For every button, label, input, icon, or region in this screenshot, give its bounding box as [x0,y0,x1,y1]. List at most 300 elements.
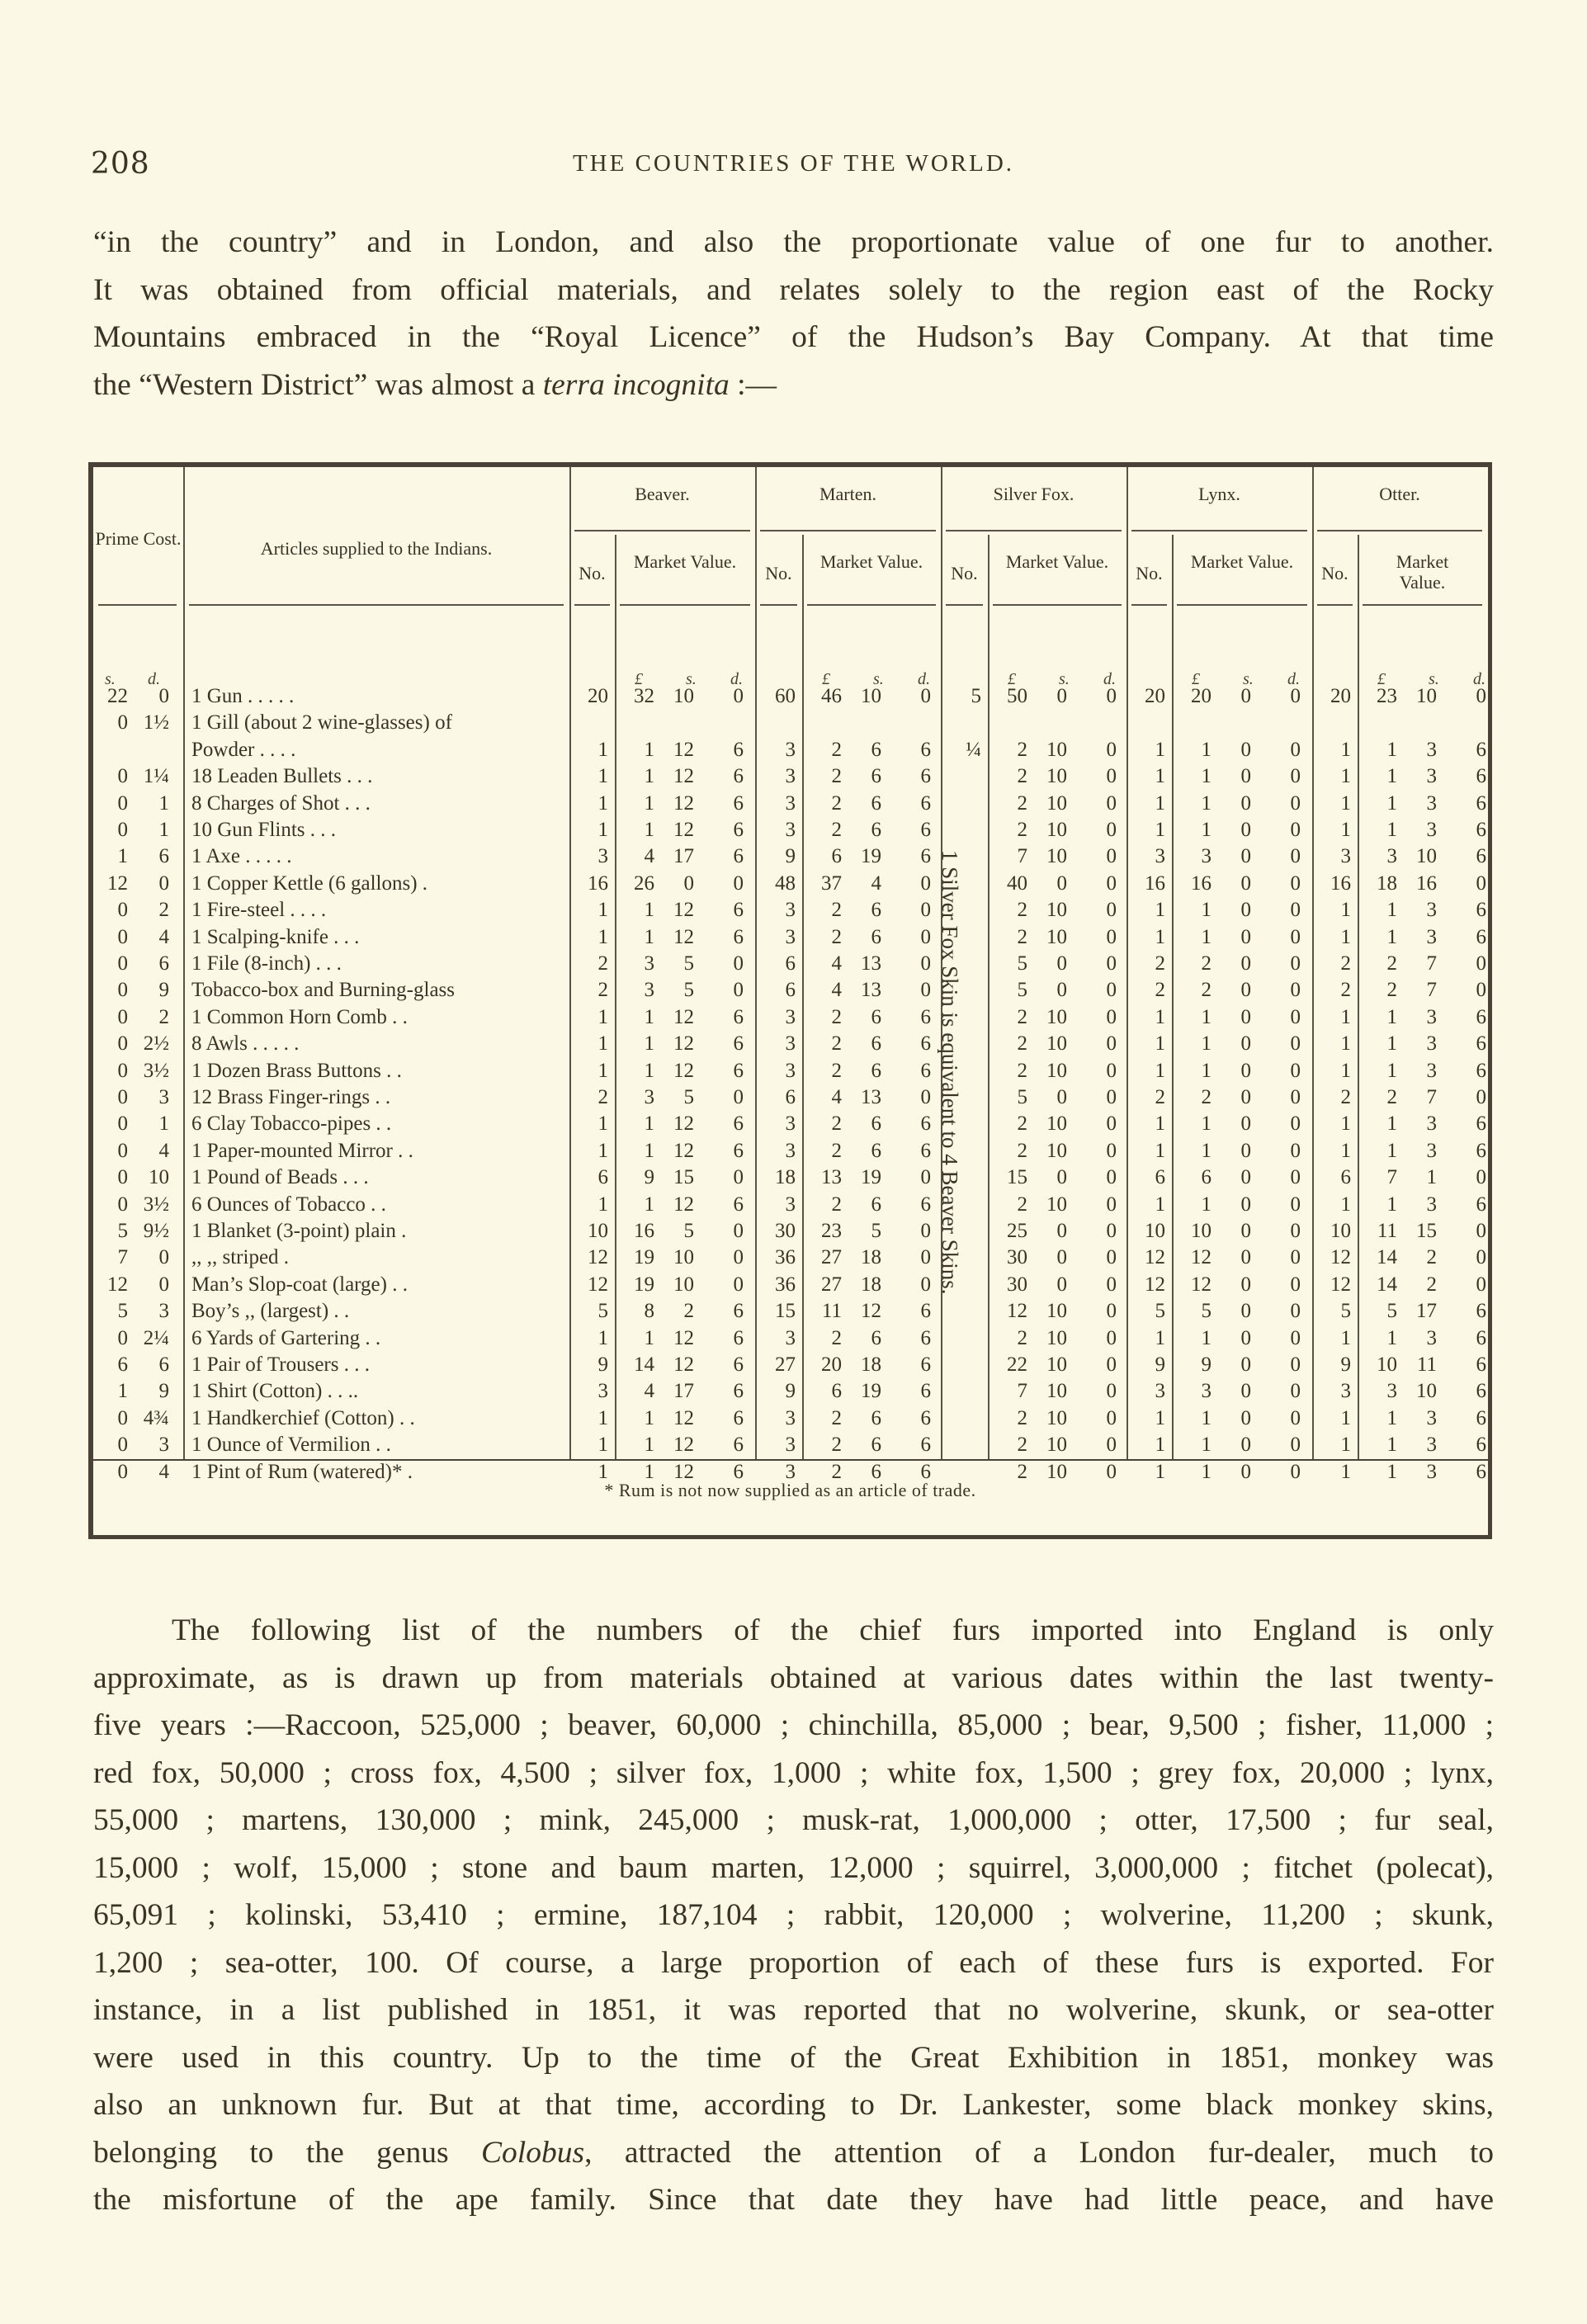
lynx-shillings: 0 [1240,1059,1251,1082]
silver-fox-pence: 0 [1106,765,1117,788]
silver-fox-pounds: 2 [1017,819,1027,841]
prime-cost-pence: 1½ [143,711,169,735]
beaver-pounds: 1 [644,1139,654,1162]
otter-pence: 6 [1476,1300,1486,1323]
marten-number: 60 [775,685,796,707]
prime-cost-shillings: 5 [117,1220,128,1242]
otter-pounds: 7 [1386,1166,1397,1189]
otter-pence: 6 [1476,791,1486,815]
lynx-shillings: 0 [1240,872,1251,895]
beaver-pence: 6 [733,765,744,788]
silver-fox-pounds: 2 [1017,738,1027,761]
lynx-shillings: 0 [1240,1406,1251,1429]
beaver-pounds: 3 [644,979,654,1002]
otter-pence: 6 [1476,1380,1486,1403]
lynx-number: 2 [1155,979,1165,1002]
prime-cost-shillings: 0 [117,1434,128,1457]
otter-shillings: 7 [1426,979,1437,1002]
otter-shillings: 2 [1426,1273,1437,1296]
beaver-number: 5 [597,1300,608,1323]
silver-fox-shillings: 10 [1046,1460,1067,1483]
lynx-pence: 0 [1290,1406,1301,1429]
lynx-pounds: 3 [1201,845,1212,868]
beaver-shillings: 12 [673,925,694,948]
lynx-pounds: 6 [1201,1166,1212,1189]
marten-shillings: 4 [871,872,881,895]
otter-shillings: 3 [1426,899,1437,922]
prime-cost-pence: 3 [158,1086,169,1108]
beaver-pence: 0 [733,1220,744,1242]
beaver-shillings: 17 [673,845,694,868]
beaver-pounds: 4 [644,845,654,868]
marten-shillings: 6 [871,738,881,761]
otter-pounds: 1 [1386,738,1397,761]
otter-pounds: 1 [1386,819,1397,841]
beaver-shillings: 12 [673,765,694,788]
beaver-pence: 6 [733,1406,744,1429]
prime-cost-shillings: 0 [117,765,128,788]
otter-number: 1 [1340,1434,1351,1457]
otter-number: 2 [1340,952,1351,975]
prime-cost-shillings: 0 [117,925,128,948]
unit-label: £ [822,670,830,688]
silver-fox-pounds: 2 [1017,1406,1027,1429]
beaver-number: 2 [597,952,608,975]
marten-pounds: 4 [831,979,842,1002]
beaver-number: 2 [597,1086,608,1108]
unit-label: s. [686,670,697,688]
marten-number: 30 [775,1220,796,1242]
lynx-number: 1 [1155,925,1165,948]
header-rule [1131,604,1167,606]
otter-pence: 6 [1476,925,1486,948]
lynx-pence: 0 [1290,1246,1301,1269]
marten-shillings: 13 [861,979,881,1002]
beaver-number: 1 [597,738,608,761]
sub-header-market-value: Market Value. [1005,551,1109,572]
marten-pence: 6 [920,738,931,761]
beaver-pence: 6 [733,1032,744,1056]
beaver-number: 1 [597,1193,608,1216]
text-line: approximate, as is drawn up from materials obtained at various dates within the last twenty- [93,1660,1494,1695]
lynx-number: 1 [1155,1460,1165,1483]
prime-cost-pence: 3½ [143,1193,169,1216]
beaver-pounds: 1 [644,1032,654,1056]
beaver-number: 6 [597,1166,608,1189]
prime-cost-pence: 4¾ [143,1406,169,1429]
marten-number: 6 [785,952,796,975]
article-name: 8 Awls . . . . . [191,1032,300,1056]
prime-cost-shillings: 0 [117,819,128,841]
silver-fox-pounds: 2 [1017,1112,1027,1136]
marten-shillings: 6 [871,1193,881,1216]
marten-number: 9 [785,845,796,868]
silver-fox-shillings: 0 [1056,1273,1067,1296]
lynx-pounds: 1 [1201,1032,1212,1056]
otter-shillings: 3 [1426,1326,1437,1349]
unit-label: s. [1243,670,1254,688]
silver-fox-pounds: 5 [1017,1086,1027,1108]
marten-shillings: 6 [871,1112,881,1136]
marten-number: 3 [785,1326,796,1349]
text-line: “in the country” and in London, and also the proportionate value of one fur to another. [93,225,1494,259]
prime-cost-shillings: 0 [117,899,128,922]
beaver-shillings: 10 [673,1246,694,1269]
otter-pounds: 1 [1386,1059,1397,1082]
marten-number: 3 [785,1032,796,1056]
lynx-pence: 0 [1290,1032,1301,1056]
silver-fox-shillings: 0 [1056,685,1067,707]
lynx-pence: 0 [1290,1326,1301,1349]
lynx-pence: 0 [1290,1112,1301,1136]
otter-shillings: 10 [1416,845,1437,868]
beaver-pence: 6 [733,845,744,868]
sub-header-number: No. [579,563,606,583]
silver-fox-pounds: 2 [1017,1460,1027,1483]
lynx-shillings: 0 [1240,1353,1251,1376]
fur-exchange-table [88,462,1492,1539]
silver-fox-pounds: 2 [1017,1032,1027,1056]
beaver-pence: 0 [733,952,744,975]
silver-fox-pence: 0 [1106,899,1117,922]
otter-shillings: 3 [1426,819,1437,841]
beaver-number: 3 [597,1380,608,1403]
marten-shillings: 6 [871,899,881,922]
beaver-pence: 6 [733,899,744,922]
lynx-pounds: 20 [1191,685,1212,707]
prime-cost-pence: 9½ [143,1220,169,1242]
marten-number: 3 [785,1112,796,1136]
otter-shillings: 3 [1426,791,1437,815]
marten-pence: 0 [920,899,931,922]
marten-pounds: 13 [821,1166,842,1189]
beaver-pence: 6 [733,925,744,948]
marten-pence: 0 [920,1246,931,1269]
lynx-pounds: 12 [1191,1273,1212,1296]
beaver-number: 1 [597,791,608,815]
silver-fox-equivalence-note [938,850,962,1295]
prime-cost-shillings: 1 [117,1380,128,1403]
beaver-number: 1 [597,1406,608,1429]
unit-label: £ [635,670,643,688]
marten-shillings: 6 [871,1059,881,1082]
running-head: THE COUNTRIES OF THE WORLD. [572,150,1015,177]
marten-pence: 6 [920,1059,931,1082]
marten-pounds: 2 [831,819,842,841]
beaver-shillings: 12 [673,1059,694,1082]
lynx-shillings: 0 [1240,1139,1251,1162]
article-name: 1 Dozen Brass Buttons . . [191,1059,402,1082]
otter-number: 1 [1340,1193,1351,1216]
silver-fox-pence: 0 [1106,1406,1117,1429]
beaver-number: 1 [597,819,608,841]
silver-fox-pounds: 5 [1017,952,1027,975]
beaver-number: 12 [588,1273,608,1296]
silver-fox-pence: 0 [1106,738,1117,761]
silver-fox-shillings: 10 [1046,1300,1067,1323]
beaver-number: 1 [597,1005,608,1028]
silver-fox-shillings: 10 [1046,1005,1067,1028]
lynx-number: 1 [1155,1434,1165,1457]
lynx-pence: 0 [1290,899,1301,922]
silver-fox-pounds: 7 [1017,1380,1027,1403]
silver-fox-shillings: 10 [1046,845,1067,868]
lynx-shillings: 0 [1240,765,1251,788]
beaver-pence: 0 [733,872,744,895]
beaver-shillings: 0 [683,872,694,895]
lynx-pounds: 1 [1201,791,1212,815]
marten-pence: 6 [920,1434,931,1457]
silver-fox-shillings: 10 [1046,819,1067,841]
lynx-number: 1 [1155,791,1165,815]
header-rule [1177,604,1307,606]
text-line: red fox, 50,000 ; cross fox, 4,500 ; silver fox, 1,000 ; white fox, 1,500 ; grey fox, 20,000 ; lynx, [93,1755,1494,1790]
otter-number: 3 [1340,1380,1351,1403]
otter-number: 12 [1330,1246,1351,1269]
marten-number: 18 [775,1166,796,1189]
text-fragment: belonging to the genus [93,2135,482,2170]
prime-cost-pence: 1 [158,1112,169,1136]
otter-pounds: 1 [1386,1139,1397,1162]
lynx-pence: 0 [1290,765,1301,788]
otter-pounds: 1 [1386,765,1397,788]
beaver-shillings: 12 [673,1326,694,1349]
beaver-pounds: 1 [644,1005,654,1028]
marten-pounds: 2 [831,738,842,761]
marten-shillings: 10 [861,685,881,707]
marten-shillings: 6 [871,925,881,948]
otter-number: 3 [1340,845,1351,868]
silver-fox-pence: 0 [1106,1220,1117,1242]
lynx-pounds: 1 [1201,925,1212,948]
beaver-pounds: 1 [644,1193,654,1216]
prime-cost-shillings: 0 [117,1032,128,1056]
otter-pence: 6 [1476,1406,1486,1429]
silver-fox-shillings: 10 [1046,1380,1067,1403]
otter-pounds: 2 [1386,1086,1397,1108]
otter-pounds: 23 [1377,685,1397,707]
article-name: 1 Ounce of Vermilion . . [191,1434,391,1457]
prime-cost-shillings: 0 [117,711,128,735]
beaver-number: 1 [597,1032,608,1056]
marten-pence: 6 [920,765,931,788]
prime-cost-shillings: 0 [117,1460,128,1483]
prime-cost-pence: 3½ [143,1059,169,1082]
silver-fox-pounds: 2 [1017,791,1027,815]
table-border-top [88,462,1492,467]
silver-fox-number: ¼ [966,738,981,761]
otter-shillings: 3 [1426,1406,1437,1429]
lynx-shillings: 0 [1240,899,1251,922]
beaver-number: 1 [597,1139,608,1162]
prime-cost-shillings: 0 [117,1139,128,1162]
article-name: 1 Gun . . . . . [191,685,295,707]
lynx-pounds: 1 [1201,1059,1212,1082]
beaver-pounds: 19 [634,1246,654,1269]
otter-shillings: 3 [1426,1434,1437,1457]
lynx-pounds: 1 [1201,738,1212,761]
lynx-pence: 0 [1290,1139,1301,1162]
lynx-shillings: 0 [1240,819,1251,841]
beaver-shillings: 12 [673,1112,694,1136]
text-line: The following list of the numbers of the chief furs imported into England is only [172,1613,1494,1647]
unit-label: d. [1103,670,1116,688]
silver-fox-pence: 0 [1106,1380,1117,1403]
marten-shillings: 19 [861,1166,881,1189]
marten-pounds: 2 [831,1406,842,1429]
otter-number: 9 [1340,1353,1351,1376]
prime-cost-shillings: 0 [117,1406,128,1429]
silver-fox-pounds: 22 [1007,1353,1027,1376]
text-line [93,2129,1494,2177]
otter-pence: 6 [1476,738,1486,761]
marten-number: 15 [775,1300,796,1323]
otter-pence: 6 [1476,1059,1486,1082]
marten-pence: 0 [920,1220,931,1242]
marten-shillings: 6 [871,791,881,815]
sub-header-number: No. [1321,563,1348,583]
sub-column-divider [615,535,616,1459]
beaver-pence: 0 [733,1246,744,1269]
beaver-number: 1 [597,1059,608,1082]
lynx-pounds: 2 [1201,952,1212,975]
lynx-number: 5 [1155,1300,1165,1323]
article-name: 1 Axe . . . . . [191,845,292,868]
marten-pence: 6 [920,1380,931,1403]
otter-pounds: 1 [1386,1406,1397,1429]
silver-fox-pounds: 2 [1017,765,1027,788]
prime-cost-shillings: 0 [117,1166,128,1189]
lynx-pence: 0 [1290,1220,1301,1242]
silver-fox-pounds: 25 [1007,1220,1027,1242]
marten-pounds: 11 [821,1300,842,1323]
marten-pence: 6 [920,1193,931,1216]
beaver-number: 1 [597,1326,608,1349]
marten-number: 3 [785,925,796,948]
text-line: instance, in a list published in 1851, it was reported that no wolverine, skunk, or sea-otter [93,1993,1494,2027]
prime-cost-pence: 0 [158,1246,169,1269]
beaver-pence: 6 [733,738,744,761]
prime-cost-pence: 6 [158,1353,169,1376]
lynx-number: 6 [1155,1166,1165,1189]
otter-shillings: 3 [1426,1059,1437,1082]
prime-cost-pence: 1 [158,791,169,815]
prime-cost-shillings: 7 [117,1246,128,1269]
otter-shillings: 16 [1416,872,1437,895]
marten-pence: 6 [920,819,931,841]
header-prime-cost: Prime Cost. [95,528,182,549]
marten-pence: 0 [920,979,931,1002]
fur-header-silver-fox: Silver Fox. [993,484,1075,504]
marten-pounds: 2 [831,899,842,922]
text-line: 65,091 ; kolinski, 53,410 ; ermine, 187,104 ; rabbit, 120,000 ; wolverine, 11,200 ; skunk, [93,1898,1494,1932]
article-name: 10 Gun Flints . . . [191,819,337,841]
fur-header-beaver: Beaver. [635,484,690,504]
marten-pence: 6 [920,1353,931,1376]
otter-shillings: 2 [1426,1246,1437,1269]
marten-pounds: 2 [831,765,842,788]
article-name: 1 Fire-steel . . . . [191,899,327,922]
beaver-shillings: 10 [673,1273,694,1296]
otter-pounds: 14 [1377,1273,1397,1296]
beaver-shillings: 10 [673,685,694,707]
prime-cost-pence: 2 [158,899,169,922]
group-header-rule [1131,530,1307,531]
silver-fox-pence: 0 [1106,952,1117,975]
marten-pence: 0 [920,952,931,975]
lynx-pounds: 1 [1201,1005,1212,1028]
silver-fox-shillings: 10 [1046,1032,1067,1056]
text-line: Mountains embraced in the “Royal Licence” of the Hudson’s Bay Company. At that time [93,320,1494,354]
marten-shillings: 13 [861,1086,881,1108]
beaver-pence: 0 [733,685,744,707]
marten-shillings: 18 [861,1246,881,1269]
lynx-shillings: 0 [1240,1380,1251,1403]
silver-fox-shillings: 10 [1046,925,1067,948]
lynx-shillings: 0 [1240,1273,1251,1296]
silver-fox-pounds: 2 [1017,1193,1027,1216]
otter-pounds: 11 [1377,1220,1397,1242]
silver-fox-pence: 0 [1106,1273,1117,1296]
silver-fox-shillings: 0 [1056,1166,1067,1189]
lynx-number: 16 [1145,872,1165,895]
otter-pounds: 1 [1386,1434,1397,1457]
unit-pence: d. [148,670,160,688]
silver-fox-shillings: 0 [1056,1220,1067,1242]
otter-pence: 6 [1476,819,1486,841]
marten-number: 3 [785,899,796,922]
marten-pence: 6 [920,1326,931,1349]
otter-shillings: 15 [1416,1220,1437,1242]
beaver-pounds: 1 [644,1059,654,1082]
lynx-pounds: 1 [1201,1139,1212,1162]
silver-fox-pounds: 7 [1017,845,1027,868]
marten-shillings: 18 [861,1273,881,1296]
marten-shillings: 12 [861,1300,881,1323]
marten-pounds: 23 [821,1220,842,1242]
article-name: 1 Shirt (Cotton) . . .. [191,1380,359,1403]
otter-number: 1 [1340,925,1351,948]
lynx-shillings: 0 [1240,1326,1251,1349]
sub-column-divider [1172,535,1174,1459]
column-divider [183,467,185,1459]
article-name: 1 Scalping-knife . . . [191,925,360,948]
unit-label: d. [730,670,743,688]
unit-label: £ [1192,670,1200,688]
silver-fox-shillings: 10 [1046,1112,1067,1136]
prime-cost-shillings: 0 [117,952,128,975]
otter-pence: 6 [1476,1326,1486,1349]
lynx-pence: 0 [1290,819,1301,841]
silver-fox-pence: 0 [1106,979,1117,1002]
otter-number: 1 [1340,765,1351,788]
lynx-shillings: 0 [1240,845,1251,868]
silver-fox-shillings: 10 [1046,1326,1067,1349]
lynx-pence: 0 [1290,1434,1301,1457]
table-border-bottom [88,1535,1492,1539]
silver-fox-shillings: 0 [1056,979,1067,1002]
marten-shillings: 6 [871,1406,881,1429]
lynx-number: 2 [1155,1086,1165,1108]
beaver-pounds: 1 [644,1406,654,1429]
beaver-pence: 6 [733,1460,744,1483]
otter-pence: 0 [1476,685,1486,707]
lynx-shillings: 0 [1240,1112,1251,1136]
header-rule [993,604,1122,606]
lynx-number: 2 [1155,952,1165,975]
silver-fox-shillings: 10 [1046,1434,1067,1457]
text-fragment: the “Western District” was almost a [93,367,543,402]
